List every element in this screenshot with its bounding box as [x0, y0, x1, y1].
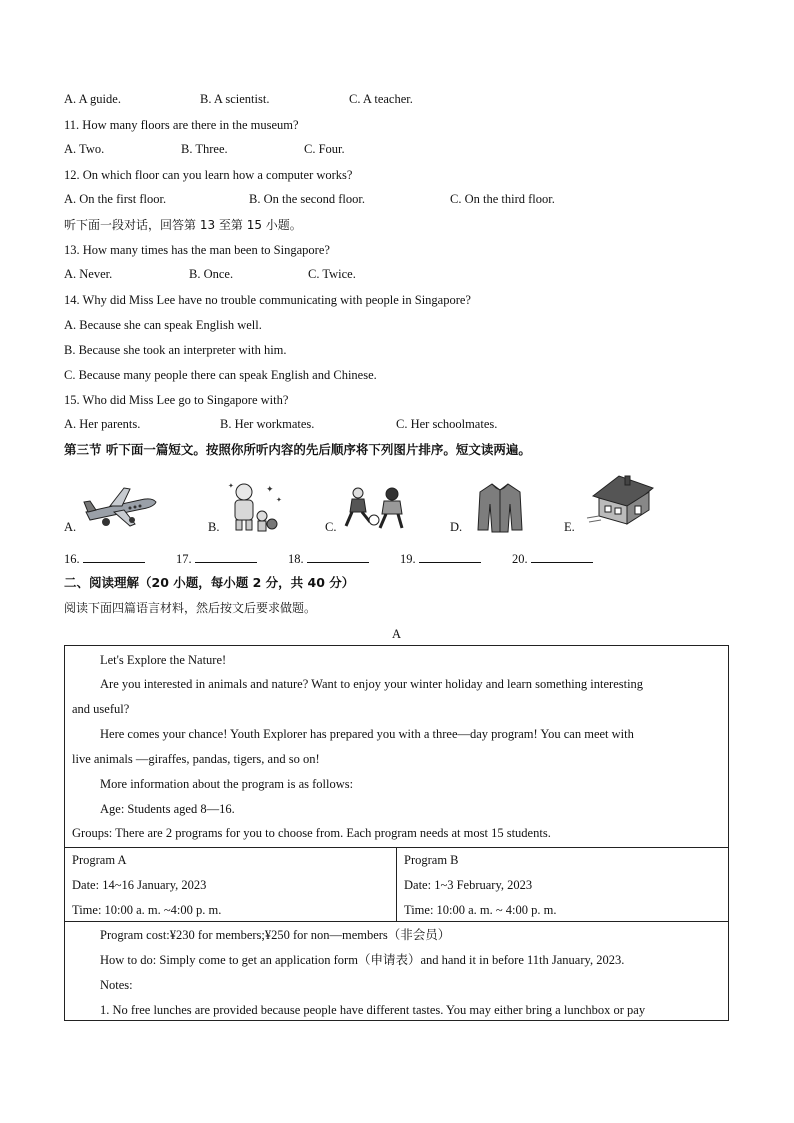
q13-stem: 13. How many times has the man been to Singapore?	[64, 243, 330, 257]
q13-option-b: B. Once.	[189, 267, 234, 281]
q10-option-b: B. A scientist.	[200, 92, 270, 106]
airplane-icon	[80, 482, 160, 532]
q11-option-a: A. Two.	[64, 142, 105, 156]
blank-16-label: 16.	[64, 552, 80, 566]
program-b-date: Date: 1~3 February, 2023	[404, 878, 533, 892]
q14-option-b: B. Because she took an interpreter with him.	[64, 343, 287, 357]
picture-label-e: E.	[564, 520, 575, 534]
program-a-date: Date: 14~16 January, 2023	[72, 878, 207, 892]
q12-option-a: A. On the first floor.	[64, 192, 167, 206]
part2-instruction: 阅读下面四篇语言材料，然后按文后要求做题。	[64, 601, 317, 615]
how-to-apply: How to do: Simply come to get an application form（申请表）and hand it in before 11th January, 2023.	[100, 953, 625, 967]
q12-option-c: C. On the third floor.	[450, 192, 555, 206]
program-cost: Program cost:¥230 for members;¥250 for non—members（非会员）	[100, 928, 451, 942]
blank-18[interactable]	[288, 550, 369, 567]
jacket-icon	[474, 480, 526, 534]
passage-title: Let's Explore the Nature!	[100, 653, 227, 667]
blank-20[interactable]	[512, 550, 593, 567]
blank-16-line[interactable]	[83, 550, 145, 563]
blank-16[interactable]	[64, 550, 145, 567]
svg-text:✦: ✦	[276, 496, 282, 504]
blank-17-label: 17.	[176, 552, 192, 566]
q14-option-c: C. Because many people there can speak English and Chinese.	[64, 368, 377, 382]
svg-text:✦: ✦	[228, 482, 234, 490]
q14-option-a: A. Because she can speak English well.	[64, 318, 262, 332]
passage-table	[64, 645, 729, 1021]
passage-p1-line1: Are you interested in animals and nature? Want to enjoy your winter holiday and learn something interesting	[100, 677, 644, 691]
picture-label-d: D.	[450, 520, 463, 534]
program-b-name: Program B	[404, 853, 459, 867]
passage-age: Age: Students aged 8—16.	[100, 802, 235, 816]
program-a-time: Time: 10:00 a. m. ~4:00 p. m.	[72, 903, 222, 917]
q15-option-b: B. Her workmates.	[220, 417, 315, 431]
q15-stem: 15. Who did Miss Lee go to Singapore with?	[64, 393, 289, 407]
passage-p2-line1: Here comes your chance! Youth Explorer has prepared you with a three—day program! You can meet with	[100, 727, 634, 741]
blank-17[interactable]	[176, 550, 257, 567]
q12-option-b: B. On the second floor.	[249, 192, 365, 206]
q12-stem: 12. On which floor can you learn how a computer works?	[64, 168, 353, 182]
blank-19-line[interactable]	[419, 550, 481, 563]
q11-option-c: C. Four.	[304, 142, 345, 156]
passage-p2-line2: live animals —giraffes, pandas, tigers, and so on!	[72, 752, 320, 766]
passage-letter: A	[392, 627, 402, 641]
picture-label-c: C.	[325, 520, 337, 534]
instruction-13-15: 听下面一段对话，回答第 13 至第 15 小题。	[64, 218, 302, 232]
svg-text:✦: ✦	[266, 485, 274, 495]
passage-groups: Groups: There are 2 programs for you to choose from. Each program needs at most 15 students.	[72, 826, 551, 840]
astronaut-icon	[224, 480, 284, 532]
part2-heading: 二、阅读理解（20 小题，每小题 2 分，共 40 分）	[64, 575, 355, 590]
blank-18-label: 18.	[288, 552, 304, 566]
blank-20-line[interactable]	[531, 550, 593, 563]
picture-label-a: A.	[64, 520, 77, 534]
blank-19-label: 19.	[400, 552, 416, 566]
program-a-name: Program A	[72, 853, 127, 867]
q13-option-a: A. Never.	[64, 267, 113, 281]
q15-option-c: C. Her schoolmates.	[396, 417, 498, 431]
blank-20-label: 20.	[512, 552, 528, 566]
q14-stem: 14. Why did Miss Lee have no trouble communicating with people in Singapore?	[64, 293, 471, 307]
q11-stem: 11. How many floors are there in the museum?	[64, 118, 299, 132]
house-icon	[585, 470, 661, 528]
q11-option-b: B. Three.	[181, 142, 228, 156]
note-1: 1. No free lunches are provided because people have different tastes. You may either bring a lunchbox or pay	[100, 1003, 646, 1017]
passage-p3: More information about the program is as follows:	[100, 777, 354, 791]
blank-19[interactable]	[400, 550, 481, 567]
blank-18-line[interactable]	[307, 550, 369, 563]
notes-label: Notes:	[100, 978, 133, 992]
program-b-time: Time: 10:00 a. m. ~ 4:00 p. m.	[404, 903, 557, 917]
picture-label-b: B.	[208, 520, 220, 534]
blank-17-line[interactable]	[195, 550, 257, 563]
passage-p1-line2: and useful?	[72, 702, 130, 716]
q13-option-c: C. Twice.	[308, 267, 356, 281]
football-players-icon	[342, 484, 408, 530]
q10-option-a: A. A guide.	[64, 92, 121, 106]
q15-option-a: A. Her parents.	[64, 417, 141, 431]
q10-option-c: C. A teacher.	[349, 92, 413, 106]
section3-heading: 第三节 听下面一篇短文。按照你所听内容的先后顺序将下列图片排序。短文读两遍。	[64, 442, 531, 457]
